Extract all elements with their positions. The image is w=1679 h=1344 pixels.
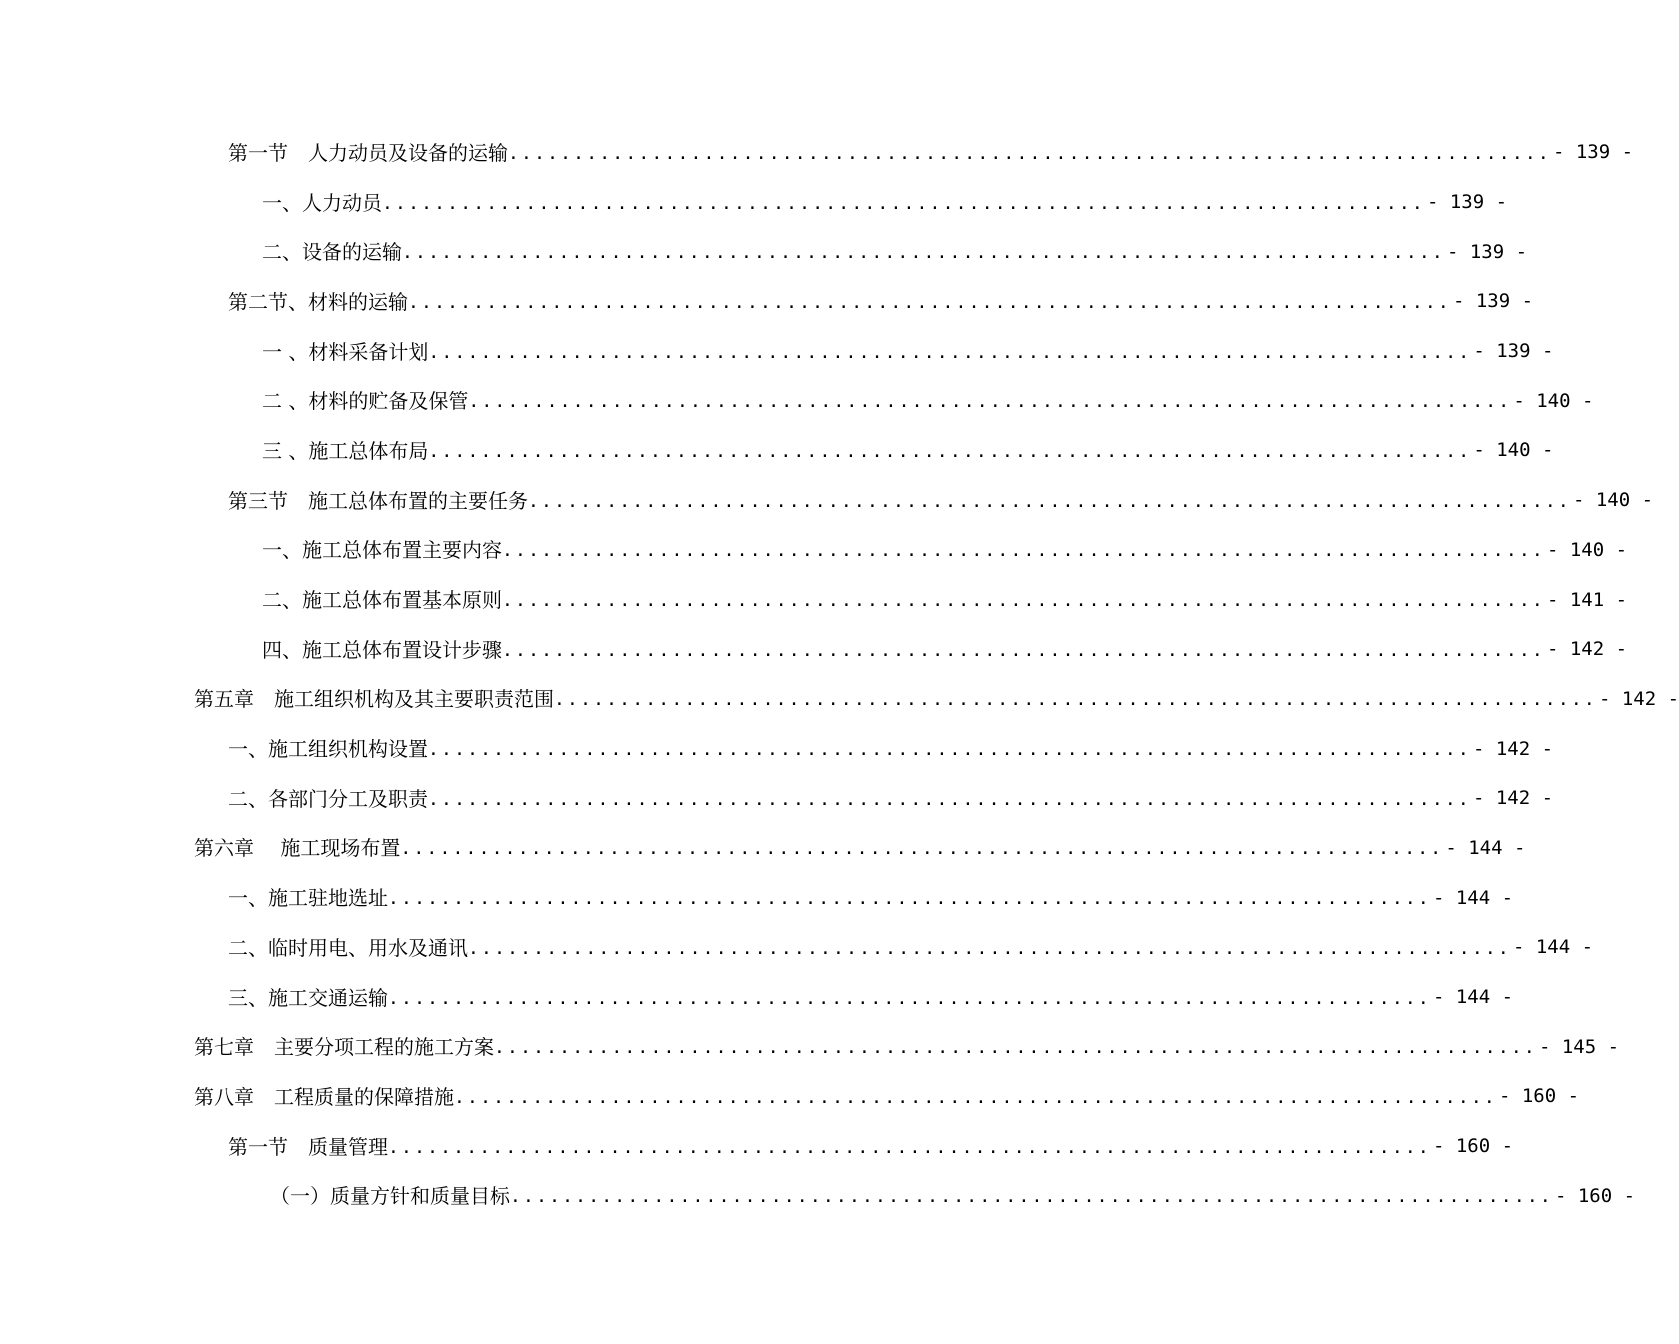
toc-entry[interactable]: [0, 675, 1679, 725]
toc-page-number: - 144 -: [1512, 936, 1594, 959]
toc-dot-leader: ................................................................................: [388, 888, 1431, 910]
toc-entry-title: 第一节 质量管理: [228, 1134, 388, 1159]
toc-entry-title: 第三节 施工总体布置的主要任务: [228, 488, 528, 513]
toc-page-number: - 160 -: [1554, 1184, 1636, 1207]
toc-entry[interactable]: [0, 1072, 1580, 1122]
toc-entry-title: 二、施工总体布置基本原则: [262, 588, 502, 613]
toc-entry-title: 第一节 人力动员及设备的运输: [228, 140, 508, 165]
toc-dot-leader: ................................................................................: [382, 192, 1425, 214]
toc-page-number: - 142 -: [1472, 737, 1554, 760]
toc-page-number: - 139 -: [1452, 290, 1534, 313]
toc-entry[interactable]: [0, 227, 1528, 277]
toc-dot-leader: ................................................................................: [502, 590, 1545, 612]
toc-entry[interactable]: [0, 824, 1526, 874]
toc-page-number: - 142 -: [1546, 638, 1628, 661]
toc-dot-leader: ................................................................................: [468, 391, 1512, 413]
toc-dot-leader: ................................................................................: [528, 490, 1571, 512]
toc-entry[interactable]: [0, 1171, 1636, 1221]
toc-dot-leader: ................................................................................: [468, 937, 1511, 959]
toc-entry-title: 第八章 工程质量的保障措施: [194, 1084, 454, 1109]
toc-dot-leader: ................................................................................: [502, 639, 1545, 661]
toc-dot-leader: ................................................................................: [400, 838, 1444, 860]
toc-page-number: - 144 -: [1432, 886, 1514, 909]
toc-dot-leader: ................................................................................: [454, 1086, 1497, 1108]
toc-entry[interactable]: [0, 327, 1554, 377]
toc-entry[interactable]: [0, 277, 1534, 327]
toc-page-number: - 140 -: [1473, 439, 1554, 462]
toc-entry[interactable]: [0, 575, 1628, 625]
toc-dot-leader: ................................................................................: [428, 788, 1471, 810]
toc-entry-title: 三 、施工总体布局: [262, 438, 429, 463]
toc-page-number: - 140 -: [1546, 538, 1628, 561]
toc-entry[interactable]: [0, 426, 1554, 476]
toc-page-number: - 142 -: [1598, 687, 1679, 710]
toc-dot-leader: ................................................................................: [554, 689, 1597, 711]
toc-entry-title: 一、人力动员: [262, 190, 382, 215]
toc-dot-leader: ................................................................................: [510, 1186, 1553, 1208]
toc-entry-title: 二 、材料的贮备及保管: [262, 389, 469, 414]
toc-page-number: - 140 -: [1572, 489, 1654, 512]
toc-dot-leader: ................................................................................: [508, 142, 1551, 164]
toc-entry[interactable]: [0, 526, 1628, 576]
toc-entry-title: 二、设备的运输: [262, 240, 402, 265]
toc-dot-leader: ................................................................................: [388, 1136, 1431, 1158]
toc-page-number: - 140 -: [1513, 389, 1594, 412]
toc-page-number: - 139 -: [1552, 141, 1634, 164]
toc-entry[interactable]: [0, 476, 1654, 526]
toc-entry-title: 一 、材料采备计划: [262, 339, 429, 364]
toc-dot-leader: ................................................................................: [494, 1037, 1537, 1059]
toc-page-number: - 139 -: [1473, 340, 1554, 363]
toc-page-number: - 144 -: [1445, 836, 1526, 859]
toc-entry[interactable]: [0, 128, 1634, 178]
toc-entry[interactable]: [0, 973, 1514, 1023]
toc-entry[interactable]: [0, 1122, 1514, 1172]
toc-page-number: - 160 -: [1498, 1085, 1580, 1108]
toc-page-number: - 160 -: [1432, 1135, 1514, 1158]
toc-page-number: - 144 -: [1432, 986, 1514, 1009]
toc-entry[interactable]: [0, 923, 1594, 973]
toc-entry[interactable]: [0, 376, 1594, 426]
toc-entry[interactable]: [0, 1022, 1620, 1072]
toc-dot-leader: ................................................................................: [408, 291, 1451, 313]
toc-dot-leader: ................................................................................: [428, 739, 1471, 761]
toc-dot-leader: ................................................................................: [402, 242, 1445, 264]
toc-entry-title: （一）质量方针和质量目标: [270, 1184, 510, 1209]
toc-entry[interactable]: [0, 774, 1554, 824]
toc-entry[interactable]: [0, 873, 1514, 923]
toc-entry-title: 一、施工总体布置主要内容: [262, 538, 502, 563]
toc-entry[interactable]: [0, 724, 1554, 774]
toc-entry-title: 第六章 施工现场布置: [194, 836, 401, 861]
toc-dot-leader: ................................................................................: [428, 440, 1472, 462]
table-of-contents: [0, 128, 1679, 1221]
toc-entry-title: 第二节、材料的运输: [228, 289, 408, 314]
toc-dot-leader: ................................................................................: [388, 987, 1431, 1009]
toc-dot-leader: ................................................................................: [428, 341, 1472, 363]
toc-entry-title: 第五章 施工组织机构及其主要职责范围: [194, 687, 554, 712]
toc-entry-title: 二、各部门分工及职责: [228, 786, 428, 811]
toc-page-number: - 141 -: [1546, 588, 1628, 611]
toc-page-number: - 145 -: [1538, 1035, 1620, 1058]
toc-entry-title: 三、施工交通运输: [228, 985, 388, 1010]
toc-entry-title: 二、临时用电、用水及通讯: [228, 935, 468, 960]
toc-entry-title: 一、施工组织机构设置: [228, 737, 428, 762]
toc-dot-leader: ................................................................................: [502, 540, 1545, 562]
toc-page-number: - 139 -: [1426, 191, 1508, 214]
toc-entry-title: 一、施工驻地选址: [228, 886, 388, 911]
toc-page-number: - 139 -: [1446, 240, 1528, 263]
toc-entry-title: 四、施工总体布置设计步骤: [262, 637, 502, 662]
toc-entry[interactable]: [0, 178, 1508, 228]
toc-page-number: - 142 -: [1472, 787, 1554, 810]
toc-entry-title: 第七章 主要分项工程的施工方案: [194, 1035, 494, 1060]
toc-entry[interactable]: [0, 625, 1628, 675]
